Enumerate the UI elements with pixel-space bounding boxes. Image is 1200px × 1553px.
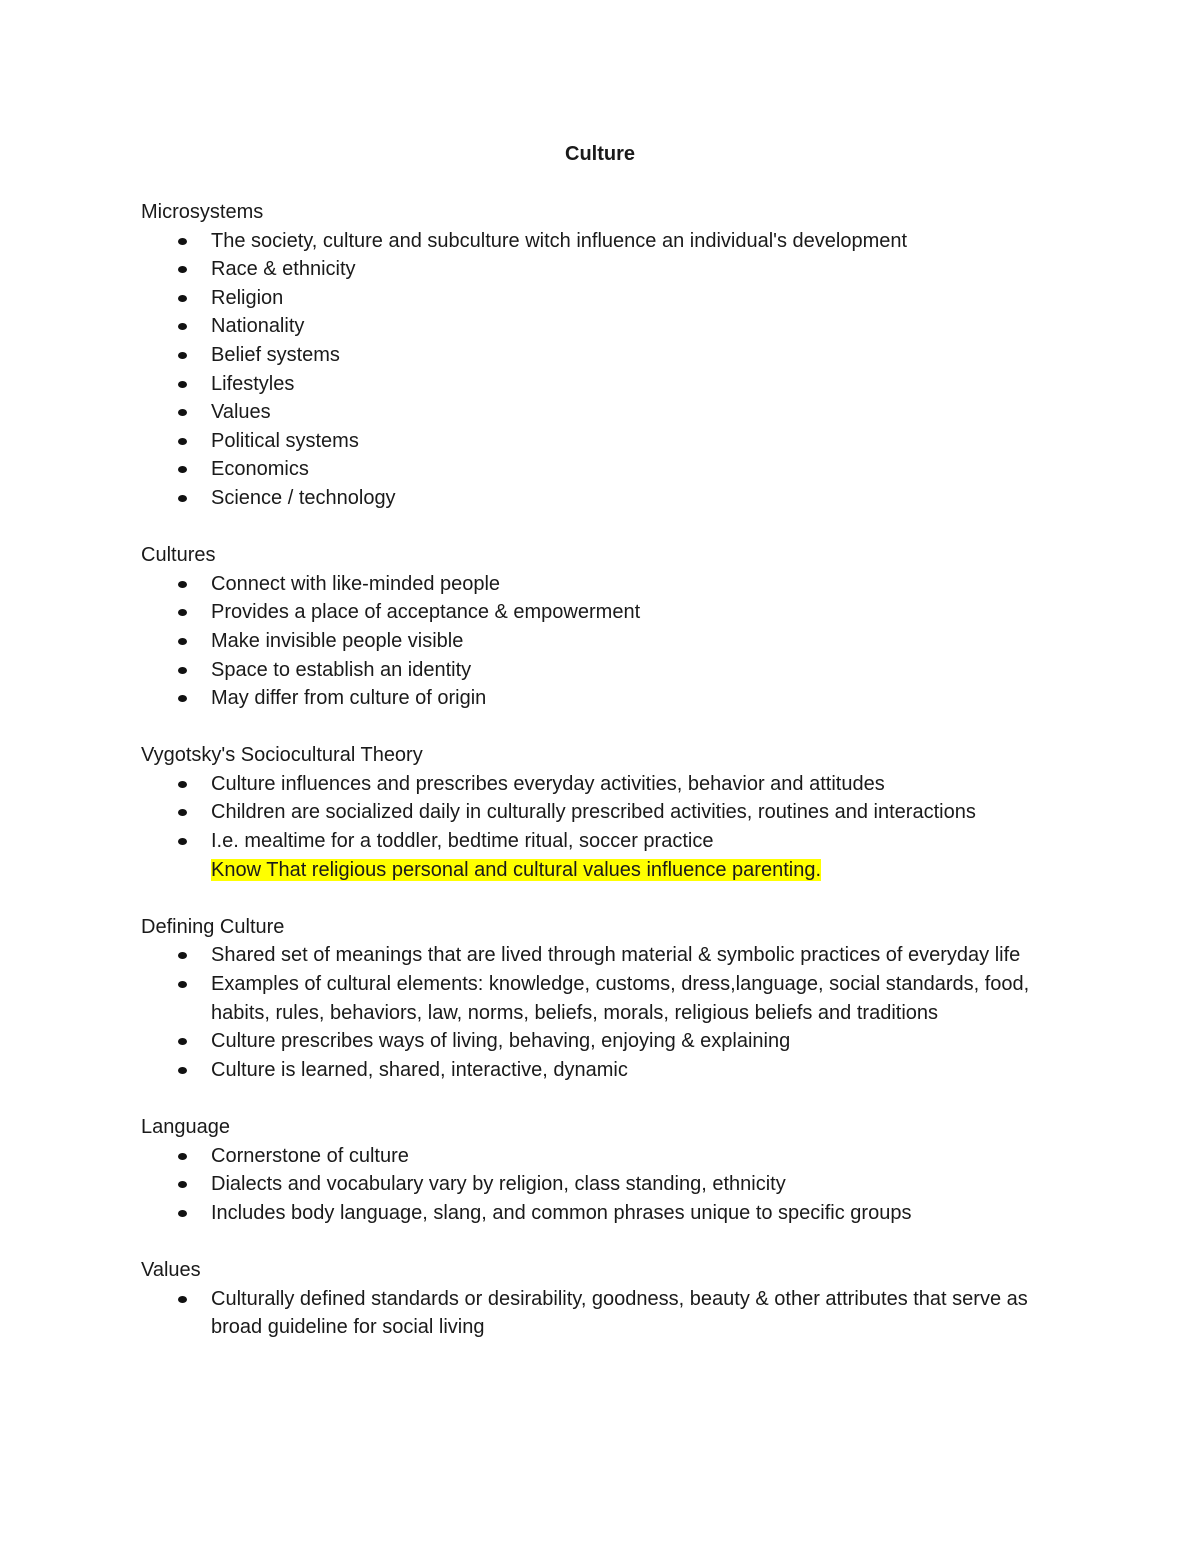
bullet-icon bbox=[178, 238, 187, 245]
list-item bbox=[141, 1056, 1061, 1085]
list-item bbox=[141, 598, 1061, 627]
bullet-icon bbox=[178, 1181, 187, 1188]
list-item bbox=[141, 255, 1061, 284]
list-item bbox=[141, 1170, 1061, 1199]
list-item-text: Make invisible people visible bbox=[211, 629, 464, 652]
bullet-icon bbox=[178, 695, 187, 702]
section-microsystems bbox=[141, 198, 1061, 513]
highlighted-note-text: Know That religious personal and cultural values influence parenting. bbox=[211, 858, 822, 881]
bullet-icon bbox=[178, 638, 187, 645]
list-item bbox=[141, 455, 1061, 484]
list-item-text: Culturally defined standards or desirability, goodness, beauty & other attributes that serve as broad guideline for social living bbox=[211, 1287, 1028, 1339]
bullet-icon bbox=[178, 952, 187, 959]
list-item bbox=[141, 427, 1061, 456]
list-item bbox=[141, 827, 1061, 856]
section-heading: Cultures bbox=[141, 544, 216, 567]
bullet-icon bbox=[178, 981, 187, 988]
list-item bbox=[141, 370, 1061, 399]
bullet-icon bbox=[178, 466, 187, 473]
list-item bbox=[141, 798, 1061, 827]
list-item-text: Shared set of meanings that are lived through material & symbolic practices of everyday life bbox=[211, 944, 1021, 967]
list-item bbox=[141, 970, 1061, 1027]
section-vygotsky-s-sociocultural-theory bbox=[141, 741, 1061, 884]
list-item-text: Lifestyles bbox=[211, 372, 295, 395]
list-item bbox=[141, 312, 1061, 341]
bullet-list bbox=[141, 570, 1061, 713]
bullet-icon bbox=[178, 295, 187, 302]
list-item-text: Provides a place of acceptance & empowerment bbox=[211, 601, 641, 624]
bullet-icon bbox=[178, 1067, 187, 1074]
list-item-text: Religion bbox=[211, 286, 284, 309]
bullet-icon bbox=[178, 809, 187, 816]
list-item bbox=[141, 1285, 1061, 1342]
bullet-icon bbox=[178, 1210, 187, 1217]
list-item bbox=[141, 1142, 1061, 1171]
bullet-icon bbox=[178, 495, 187, 502]
bullet-icon bbox=[178, 1296, 187, 1303]
bullet-icon bbox=[178, 667, 187, 674]
list-item-text: Science / technology bbox=[211, 486, 396, 509]
list-item bbox=[141, 570, 1061, 599]
list-item bbox=[141, 627, 1061, 656]
section-heading: Vygotsky's Sociocultural Theory bbox=[141, 744, 423, 767]
list-item-text: Race & ethnicity bbox=[211, 258, 356, 281]
list-item-text: The society, culture and subculture witch influence an individual's development bbox=[211, 229, 908, 252]
bullet-list bbox=[141, 1285, 1061, 1342]
bullet-icon bbox=[178, 266, 187, 273]
list-item-text: Culture influences and prescribes everyday activities, behavior and attitudes bbox=[211, 772, 885, 795]
section-defining-culture bbox=[141, 913, 1061, 1085]
list-item bbox=[141, 398, 1061, 427]
section-heading: Microsystems bbox=[141, 201, 264, 223]
list-item-text: Children are socialized daily in culturally prescribed activities, routines and interactions bbox=[211, 801, 976, 824]
bullet-icon bbox=[178, 581, 187, 588]
list-item-text: Culture prescribes ways of living, behaving, enjoying & explaining bbox=[211, 1030, 791, 1053]
bullet-icon bbox=[178, 838, 187, 845]
bullet-list bbox=[141, 770, 1061, 856]
bullet-list bbox=[141, 227, 1061, 513]
list-item-text: Nationality bbox=[211, 315, 305, 338]
section-language bbox=[141, 1113, 1061, 1227]
bullet-list bbox=[141, 1142, 1061, 1228]
bullet-icon bbox=[178, 1153, 187, 1160]
section-values bbox=[141, 1256, 1061, 1342]
list-item bbox=[141, 684, 1061, 713]
list-item-text: Includes body language, slang, and common phrases unique to specific groups bbox=[211, 1201, 912, 1224]
list-item-text: Dialects and vocabulary vary by religion, class standing, ethnicity bbox=[211, 1173, 786, 1196]
list-item-text: I.e. mealtime for a toddler, bedtime ritual, soccer practice bbox=[211, 830, 714, 853]
list-item-text: Cornerstone of culture bbox=[211, 1144, 409, 1167]
bullet-icon bbox=[178, 352, 187, 359]
list-item-text: Examples of cultural elements: knowledge, customs, dress,language, social standards, food, habits, rules, behaviors, law, norms, beliefs, morals, religious beliefs and traditions bbox=[211, 973, 1030, 1024]
list-item bbox=[141, 284, 1061, 313]
list-item-text: Culture is learned, shared, interactive, dynamic bbox=[211, 1058, 628, 1081]
bullet-icon bbox=[178, 438, 187, 445]
document-body bbox=[141, 198, 1061, 1370]
section-heading: Defining Culture bbox=[141, 915, 285, 938]
bullet-icon bbox=[178, 381, 187, 388]
list-item bbox=[141, 941, 1061, 970]
bullet-icon bbox=[178, 1038, 187, 1045]
list-item bbox=[141, 1027, 1061, 1056]
list-item-text: Economics bbox=[211, 458, 309, 481]
section-heading: Values bbox=[141, 1258, 201, 1281]
list-item-text: Space to establish an identity bbox=[211, 658, 472, 681]
list-item-text: Connect with like-minded people bbox=[211, 572, 501, 595]
section-heading: Language bbox=[141, 1116, 230, 1138]
list-item bbox=[141, 341, 1061, 370]
list-item-text: Values bbox=[211, 401, 271, 424]
list-item-text: May differ from culture of origin bbox=[211, 687, 487, 710]
bullet-icon bbox=[178, 609, 187, 616]
bullet-icon bbox=[178, 409, 187, 416]
list-item-text: Political systems bbox=[211, 429, 359, 452]
list-item bbox=[141, 656, 1061, 685]
list-item bbox=[141, 227, 1061, 256]
list-item bbox=[141, 1199, 1061, 1228]
list-item bbox=[141, 484, 1061, 513]
list-item bbox=[141, 770, 1061, 799]
highlighted-note bbox=[141, 856, 1061, 885]
document-title: Culture bbox=[565, 143, 635, 165]
bullet-icon bbox=[178, 323, 187, 330]
bullet-icon bbox=[178, 781, 187, 788]
bullet-list bbox=[141, 941, 1061, 1084]
list-item-text: Belief systems bbox=[211, 343, 340, 366]
section-cultures bbox=[141, 541, 1061, 713]
